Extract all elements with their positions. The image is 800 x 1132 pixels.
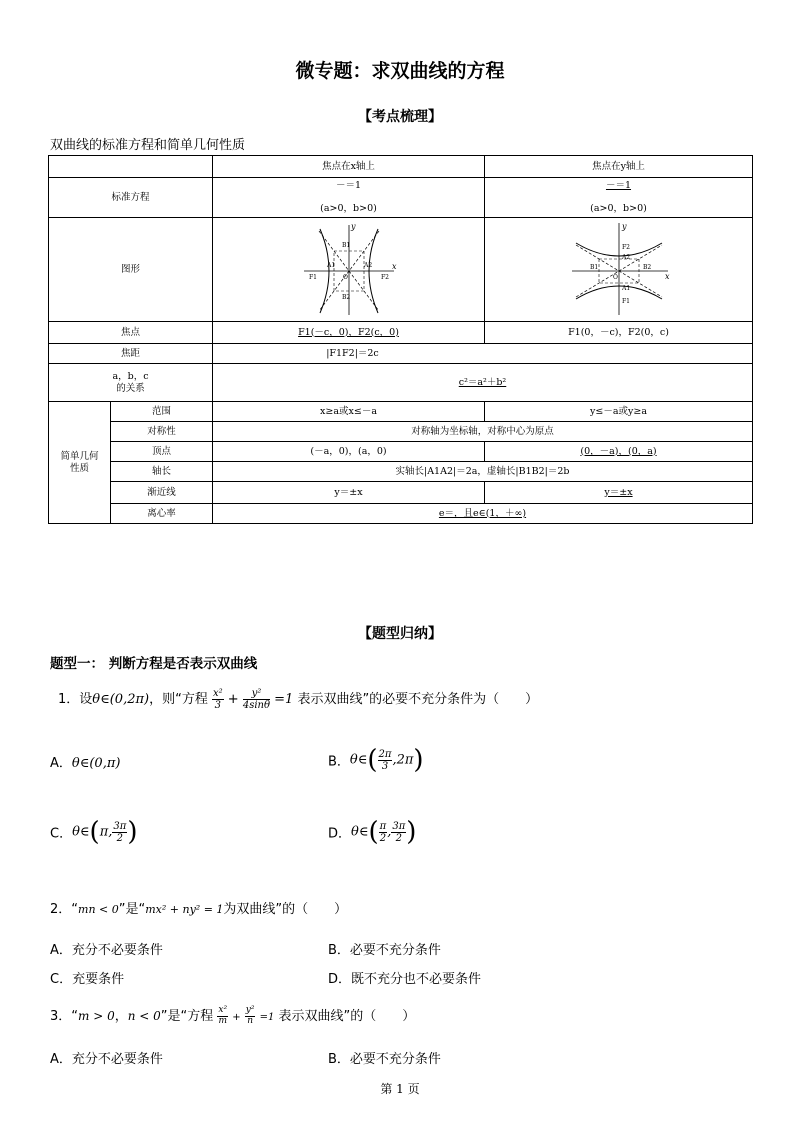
row-label: 离心率 [111, 504, 213, 524]
figure-x-hyperbola [213, 218, 485, 322]
table-row-symmetry [49, 422, 753, 442]
table-row-header [49, 156, 753, 178]
question-1: 1．设θ∈(0,2π)，则“方程 $\frac{\text{x²}}{3}$ + $\frac{\text{y²}}{4\sin\theta}$ =1 表示双曲线”的必要不充分条件为（ ） [58, 688, 539, 711]
hyperbola-properties-table [48, 155, 753, 524]
point-label-f1: F1 [308, 273, 317, 281]
type1-heading: 题型一： 判断方程是否表示双曲线 [50, 656, 258, 672]
page-title: 微专题：求双曲线的方程 [295, 60, 505, 82]
range-x: x≥a或x≤－a [213, 402, 485, 422]
axis-label-y: y [350, 221, 356, 231]
question-2: 2．“mn < 0”是“mx² + ny² = 1为双曲线”的（ ） [50, 902, 348, 917]
point-label-a1: A1 [621, 284, 630, 292]
point-label-b2: B2 [642, 263, 651, 271]
axis-label-y: y [621, 221, 627, 231]
question-3: 3．“m > 0，n < 0”是“方程 $\frac{\text{x²}}{m}$ + $\frac{\text{y²}}{n}$ =1 表示双曲线”的（ ） [50, 1005, 416, 1026]
y-hyperbola-graph [564, 219, 674, 317]
row-label: 顶点 [111, 442, 213, 462]
section-heading-review: 【考点梳理】 [358, 109, 442, 125]
table-row-axis [49, 462, 753, 482]
q1-option-b[interactable]: B．θ∈( $\frac{2\pi}{3}$ ,2π) [328, 745, 424, 775]
row-label: 焦点 [49, 322, 213, 344]
origin-label: O [612, 273, 618, 281]
row-label: 图形 [49, 218, 213, 322]
relation-value: c²＝a²＋b² [213, 364, 753, 402]
vertex-y: (0，－a)，(0，a) [485, 442, 753, 462]
focus-x: F1(－c，0)，F2(c，0) [213, 322, 485, 344]
table-row-eccentricity [49, 504, 753, 524]
q2-option-c[interactable]: C．充要条件 [50, 972, 125, 987]
table-row-focus [49, 322, 753, 344]
asymptote-y: y＝±x [485, 482, 753, 504]
intro-text: 双曲线的标准方程和简单几何性质 [50, 138, 246, 153]
header-y-axis: 焦点在y轴上 [485, 156, 753, 178]
point-label-a2: A2 [621, 253, 630, 261]
q2-option-a[interactable]: A．充分不必要条件 [50, 943, 163, 958]
table-row-vertex [49, 442, 753, 462]
point-label-b1: B1 [589, 263, 598, 271]
eccentricity-value: e＝，且e∈(1，＋∞) [213, 504, 753, 524]
std-eq-x: －＝1 (a>0，b>0) [213, 178, 485, 218]
page-number: 第 1 页 [380, 1082, 420, 1096]
axis-label-x: x [391, 261, 397, 271]
point-label-f2: F2 [380, 273, 389, 281]
table-row-range [49, 402, 753, 422]
q1-option-a[interactable]: A．θ∈(0,π) [50, 756, 121, 771]
row-label: 标准方程 [49, 178, 213, 218]
axis-value: 实轴长|A1A2|＝2a，虚轴长|B1B2|＝2b [213, 462, 753, 482]
table-row-asymptote [49, 482, 753, 504]
table-row-relation [49, 364, 753, 402]
header-x-axis: 焦点在x轴上 [213, 156, 485, 178]
row-label: 轴长 [111, 462, 213, 482]
q3-option-a[interactable]: A．充分不必要条件 [50, 1052, 163, 1067]
figure-y-hyperbola [485, 218, 753, 322]
row-label: 渐近线 [111, 482, 213, 504]
row-label: 焦距 [49, 344, 213, 364]
q3-option-b[interactable]: B．必要不充分条件 [328, 1052, 441, 1067]
vertex-x: (－a，0)，(a，0) [213, 442, 485, 462]
table-row-standard-equation [49, 178, 753, 218]
point-label-a1: A1 [326, 261, 335, 269]
row-label: a，b，c 的关系 [49, 364, 213, 402]
symmetry-value: 对称轴为坐标轴，对称中心为原点 [213, 422, 753, 442]
q2-option-b[interactable]: B．必要不充分条件 [328, 943, 441, 958]
point-label-b2: B2 [341, 293, 350, 301]
point-label-a2: A2 [363, 261, 372, 269]
q2-option-d[interactable]: D．既不充分也不必要条件 [328, 972, 482, 987]
row-label: 对称性 [111, 422, 213, 442]
group-label: 简单几何 性质 [49, 402, 111, 524]
table-row-figure [49, 218, 753, 322]
q1-option-d[interactable]: D．θ∈( $\frac{\pi}{2}$ , $\frac{3\pi}{2}$ ) [328, 817, 417, 847]
x-hyperbola-graph [294, 219, 404, 317]
row-label: 范围 [111, 402, 213, 422]
range-y: y≤－a或y≥a [485, 402, 753, 422]
table-row-focal-length [49, 344, 753, 364]
point-label-f2: F2 [621, 243, 630, 251]
asymptote-x: y＝±x [213, 482, 485, 504]
focal-length-value: |F1F2|＝2c [213, 344, 753, 364]
origin-label: O [342, 273, 348, 281]
point-label-b1: B1 [341, 241, 350, 249]
focus-y: F1(0，－c)，F2(0，c) [485, 322, 753, 344]
q1-option-c[interactable]: C．θ∈(π, $\frac{3\pi}{2}$ ) [50, 817, 138, 847]
point-label-f1: F1 [621, 297, 630, 305]
section-heading-types: 【题型归纳】 [358, 626, 442, 642]
axis-label-x: x [664, 271, 670, 281]
std-eq-y: －＝1 (a>0，b>0) [485, 178, 753, 218]
